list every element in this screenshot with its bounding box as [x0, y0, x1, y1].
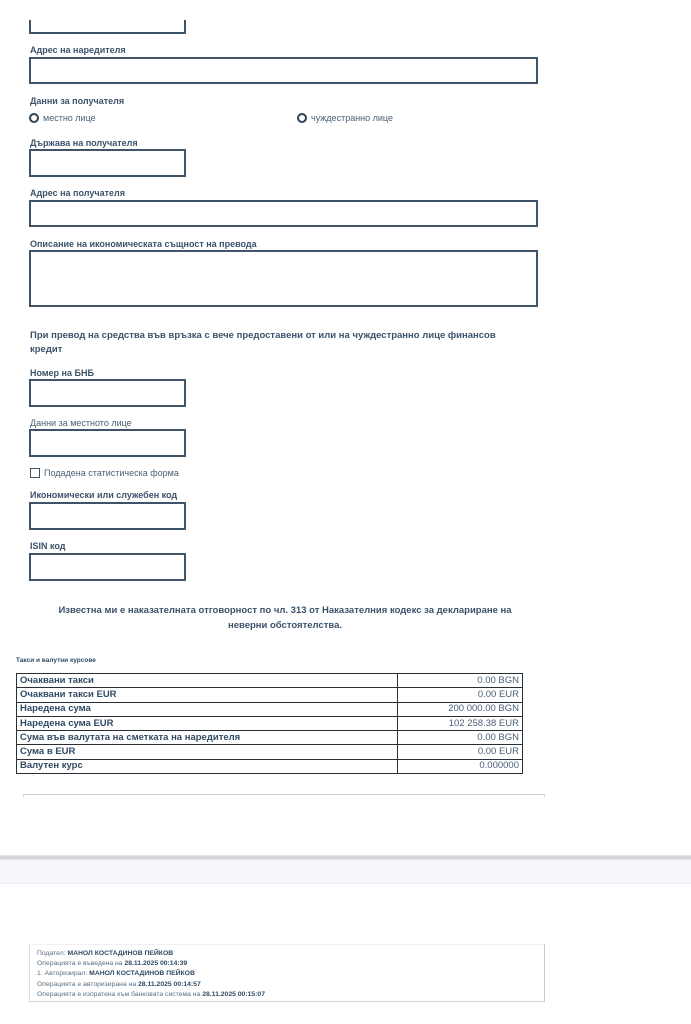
- sender-name: МАНОЛ КОСТАДИНОВ ПЕЙКОВ: [67, 950, 174, 957]
- authorizer-line: [37, 969, 537, 979]
- radio-local-person-label: местно лице: [43, 113, 96, 123]
- recipient-address-input[interactable]: [29, 200, 538, 227]
- section-divider: [23, 794, 545, 797]
- bnb-number-input[interactable]: [29, 379, 186, 407]
- entered-prefix: Операцията е въведена на: [37, 960, 123, 968]
- authorizer-prefix: 1. Авторизирал:: [37, 970, 88, 978]
- economic-code-label: Икономически или служебен код: [30, 490, 178, 500]
- declaration-text: Известна ми е наказателната отговорност по чл. 313 от Наказателния кодекс за деклариране на неверни обстоятелства.: [58, 605, 512, 631]
- bnb-number-label: Номер на БНБ: [30, 368, 94, 378]
- radio-foreign-person[interactable]: [297, 113, 393, 123]
- fees-row-value: 0.00 BGN: [398, 674, 523, 688]
- radio-circle-icon: [297, 113, 307, 123]
- isin-code-input[interactable]: [29, 553, 186, 581]
- sent-at: 28.11.2025 00:15:07: [202, 990, 265, 998]
- fees-row: [17, 731, 523, 745]
- sent-line: [37, 990, 537, 1000]
- authorized-at: 28.11.2025 00:14:57: [138, 980, 201, 988]
- sender-prefix: Подател:: [37, 950, 66, 957]
- statistical-form-label: Подадена статистическа форма: [44, 468, 179, 478]
- local-person-data-input[interactable]: [29, 429, 186, 457]
- recipient-address-label: Адрес на получателя: [30, 188, 125, 198]
- fees-row-value: 0.000000: [398, 759, 523, 773]
- sent-prefix: Операцията е изпратена към банковата система на: [37, 990, 201, 998]
- sender-address-label: Адрес на наредителя: [30, 45, 126, 55]
- fees-title: Такси и валутни курсове: [16, 657, 96, 664]
- checkbox-icon: [30, 468, 40, 478]
- authorized-line: [37, 980, 537, 990]
- fees-row-value: 0.00 EUR: [398, 745, 523, 759]
- entered-line: [37, 959, 537, 969]
- fees-row: [17, 674, 523, 688]
- fees-row: [17, 759, 523, 773]
- fees-row: [17, 716, 523, 730]
- fees-row-label: Очаквани такси: [17, 674, 398, 688]
- sender-line: [37, 949, 537, 959]
- recipient-data-label: Данни за получателя: [30, 96, 125, 106]
- fees-row-label: Наредена сума EUR: [17, 716, 398, 730]
- credit-section-heading: При превод на средства във връзка с вече предоставени от или на чуждестранно лице финансов кредит: [30, 330, 496, 355]
- authorized-prefix: Операцията е авторизирана на: [37, 980, 137, 988]
- fees-row: [17, 745, 523, 759]
- radio-foreign-person-label: чуждестранно лице: [311, 113, 393, 123]
- local-person-data-label: Данни за местното лице: [30, 418, 132, 428]
- operation-history: [29, 944, 545, 1002]
- recipient-country-input[interactable]: [29, 149, 186, 177]
- fees-row-label: Очаквани такси EUR: [17, 688, 398, 702]
- economic-description-label: Описание на икономическата същност на превода: [30, 239, 257, 249]
- isin-code-label: ISIN код: [30, 541, 66, 551]
- previous-field-input[interactable]: [29, 20, 186, 34]
- economic-description-textarea[interactable]: [29, 250, 538, 307]
- fees-row-value: 0.00 EUR: [398, 688, 523, 702]
- sender-address-input[interactable]: [29, 57, 538, 84]
- fees-row-label: Сума във валутата на сметката на наредителя: [17, 731, 398, 745]
- fees-row-label: Валутен курс: [17, 759, 398, 773]
- economic-code-input[interactable]: [29, 502, 186, 530]
- fees-row: [17, 702, 523, 716]
- fees-row-value: 0.00 BGN: [398, 731, 523, 745]
- fees-row-value: 200 000.00 BGN: [398, 702, 523, 716]
- radio-local-person[interactable]: [29, 113, 96, 123]
- recipient-country-label: Държава на получателя: [30, 138, 138, 148]
- fees-row-value: 102 258.38 EUR: [398, 716, 523, 730]
- fees-row: [17, 688, 523, 702]
- fees-row-label: Наредена сума: [17, 702, 398, 716]
- statistical-form-checkbox[interactable]: [30, 468, 179, 478]
- radio-circle-icon: [29, 113, 39, 123]
- authorizer-name: МАНОЛ КОСТАДИНОВ ПЕЙКОВ: [89, 970, 195, 978]
- fees-row-label: Сума в EUR: [17, 745, 398, 759]
- fees-table: [16, 673, 523, 774]
- entered-at: 28.11.2025 00:14:39: [124, 960, 188, 968]
- panel-band: [0, 860, 691, 884]
